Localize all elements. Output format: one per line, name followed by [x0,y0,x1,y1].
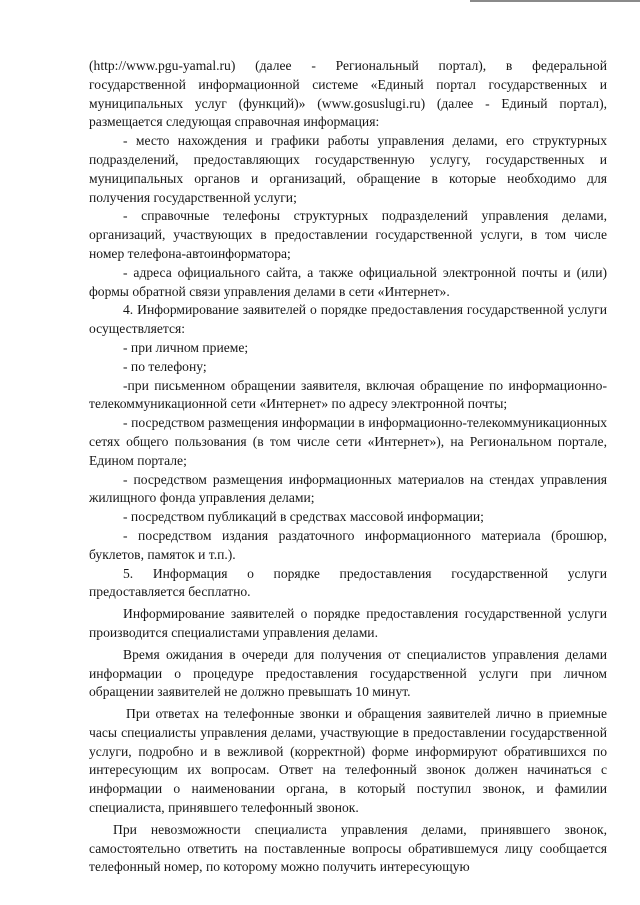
paragraph: (http://www.pgu-yamal.ru) (далее - Региональный портал), в федеральной государственной информационной системе «Единый портал государственных и муниципальных услуг (функций)» (www.gosuslugi.ru) (далее - Единый портал), размещается следующая справочная информация: [89,58,607,130]
list-item: - место нахождения и графики работы управления делами, его структурных подразделений, предоставляющих государственную услугу, государственных и муниципальных органов и организаций, обращение в которые необходимо для получения государственной услуги; [89,133,607,205]
list-item: - посредством размещения информации в информационно-телекоммуникационных сетях общего пользования (в том числе сети «Интернет»), на Региональном портале, Едином портале; [89,415,607,468]
list-item: - по телефону; [123,358,207,374]
list-item: - справочные телефоны структурных подразделений управления делами, организаций, участвующих в предоставлении государственной услуги, в том числе номер телефона-автоинформатора; [89,208,607,261]
list-item: - при личном приеме; [123,339,249,355]
list-item: - посредством издания раздаточного информационного материала (брошюр, буклетов, памяток и т.п.). [89,527,607,562]
list-item: - адреса официального сайта, а также официальной электронной почты и (или) формы обратной связи управления делами в сети «Интернет». [89,264,607,299]
paragraph: 4. Информирование заявителей о порядке предоставления государственной услуги осуществляется: [89,302,607,337]
list-item: - посредством публикаций в средствах массовой информации; [123,509,484,525]
paragraph: При ответах на телефонные звонки и обращения заявителей лично в приемные часы специалисты управления делами, участвующие в предоставлении государственной услуги, подробно и в вежливой (корректной) форме информируют обратившихся по интересующим их вопросам. Ответ на телефонный звонок должен начинаться с информации о наименовании органа, в который поступил звонок, и фамилии специалиста, принявшего телефонный звонок. [89,706,607,816]
top-rule [470,0,640,2]
paragraph: Время ожидания в очереди для получения от специалистов управления делами информации о процедуре предоставления государственной услуги при личном обращении заявителей не должно превышать 10 минут. [89,646,607,700]
list-item: - посредством размещения информационных материалов на стендах управления жилищного фонда управления делами; [89,471,607,506]
paragraph: При невозможности специалиста управления делами, принявшего звонок, самостоятельно ответить на поставленные вопросы обратившемуся лицу сообщается телефонный номер, по которому можно получить интересующую [89,821,607,875]
body-text [89,57,607,877]
paragraph: 5. Информация о порядке предоставления государственной услуги предоставляется бесплатно. [89,565,607,600]
list-item: -при письменном обращении заявителя, включая обращение по информационно-телекоммуникационной сети «Интернет» по адресу электронной почты; [89,377,607,412]
paragraph: Информирование заявителей о порядке предоставления государственной услуги производится специалистами управления делами. [89,606,607,640]
